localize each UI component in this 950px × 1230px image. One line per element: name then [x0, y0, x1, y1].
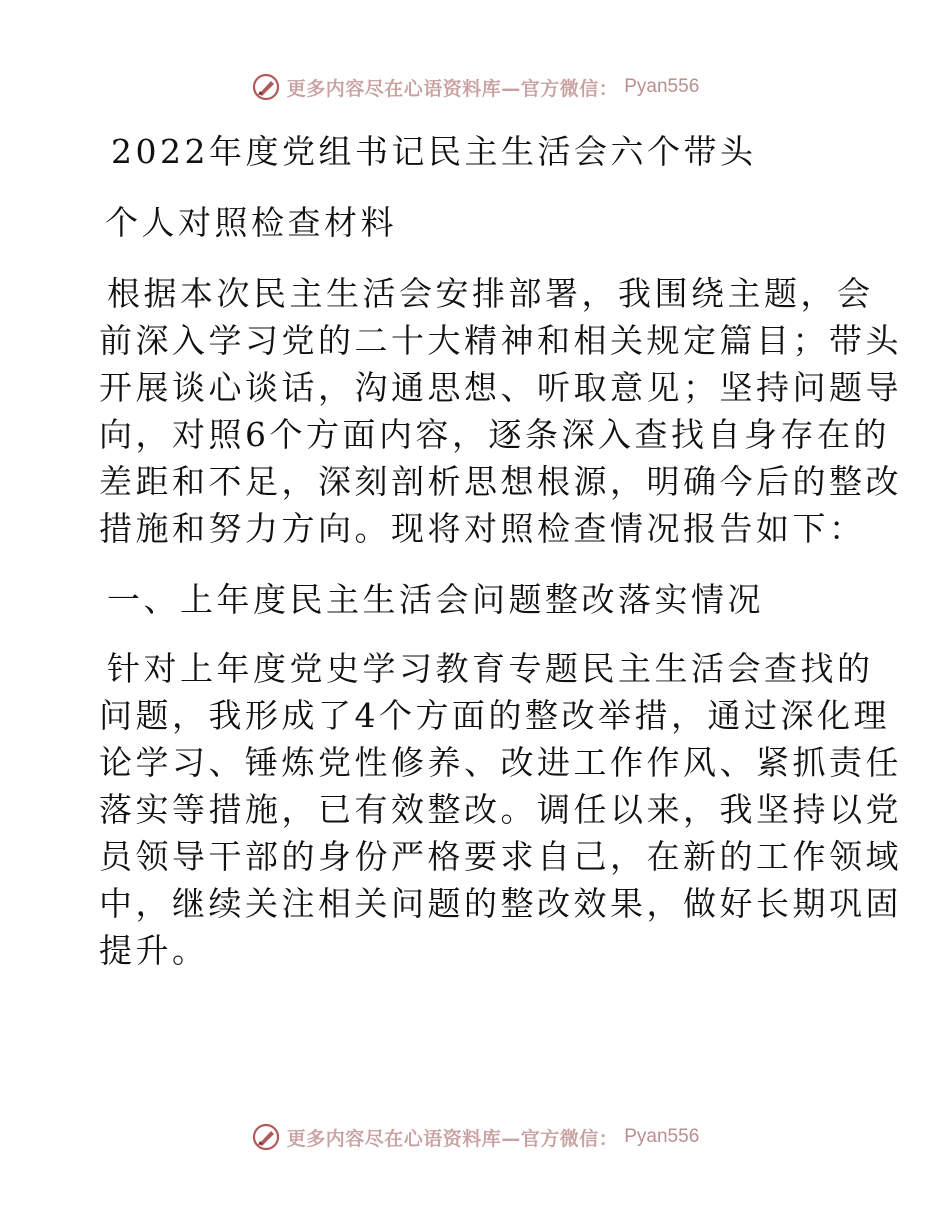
- pen-circle-logo-icon: [251, 1122, 281, 1152]
- section-heading: 一、上年度民主生活会问题整改落实情况: [107, 580, 764, 619]
- paragraph-line: 论学习、锤炼党性修养、改进工作作风、紧抓责任: [99, 743, 902, 782]
- paragraph-line: 员领导干部的身份严格要求自己，在新的工作领域: [99, 837, 902, 876]
- watermark-text: 更多内容尽在心语资料库—官方微信：: [286, 1127, 619, 1150]
- paragraph-line: 开展谈心谈话，沟通思想、听取意见；坚持问题导: [99, 368, 902, 407]
- document-title-line-2: 个人对照检查材料: [105, 203, 397, 242]
- intro-paragraph: [99, 270, 902, 552]
- paragraph-line: 前深入学习党的二十大精神和相关规定篇目；带头: [99, 321, 902, 360]
- document-title-line-1: 2022年度党组书记民主生活会六个带头: [111, 132, 757, 171]
- paragraph-line: 中，继续关注相关问题的整改效果，做好长期巩固: [99, 884, 902, 923]
- paragraph-line: 根据本次民主生活会安排部署，我围绕主题，会: [107, 274, 874, 313]
- pen-circle-logo-icon: [251, 72, 281, 102]
- watermark-banner-bottom: [0, 1122, 950, 1152]
- paragraph-line: 措施和努力方向。现将对照检查情况报告如下：: [99, 509, 866, 548]
- watermark-wechat-id: Pyan556: [624, 1126, 700, 1147]
- section1-paragraph: [99, 645, 902, 974]
- watermark-wechat-id: Pyan556: [624, 76, 700, 97]
- watermark-text: 更多内容尽在心语资料库—官方微信：: [286, 77, 619, 100]
- paragraph-line: 提升。: [99, 931, 209, 970]
- paragraph-line: 问题，我形成了4个方面的整改举措，通过深化理: [99, 696, 890, 735]
- paragraph-line: 向，对照6个方面内容，逐条深入查找自身存在的: [99, 415, 890, 454]
- paragraph-line: 落实等措施，已有效整改。调任以来，我坚持以党: [99, 790, 902, 829]
- watermark-banner-top: [0, 72, 950, 102]
- paragraph-line: 差距和不足，深刻剖析思想根源，明确今后的整改: [99, 462, 902, 501]
- paragraph-line: 针对上年度党史学习教育专题民主生活会查找的: [107, 649, 874, 688]
- document-body: [99, 118, 902, 974]
